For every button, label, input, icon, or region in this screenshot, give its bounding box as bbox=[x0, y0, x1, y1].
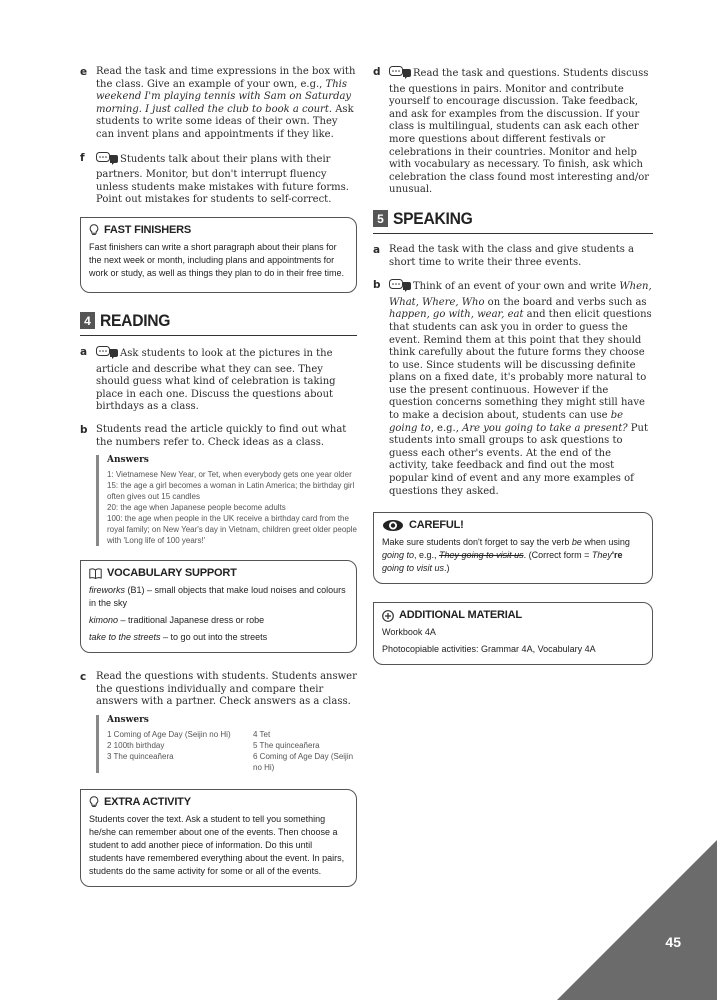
left-column bbox=[80, 66, 357, 905]
pair-work-icon bbox=[96, 152, 118, 170]
plus-circle-icon bbox=[382, 610, 394, 622]
book-icon bbox=[89, 568, 102, 579]
exercise-letter: e bbox=[80, 66, 88, 78]
exercise-e: e Read the task and time expressions in the box with the class. Give an example of your own, e.g., This weekend I'm playing tennis with Sam on Saturday morning. I just called the club to book a court. Ask students to write some ideas of their own. They can invent plans and appointments if they like. bbox=[80, 66, 356, 140]
extra-activity-box: EXTRA ACTIVITY Students cover the text. Ask a student to tell you something he/she can remember about one of the events. Then choose a student to add another piece of information. Do this until students have remembered everything about the event. In pairs, students do the same activity for some or all of the events. bbox=[80, 789, 357, 887]
exercise-letter: a bbox=[373, 243, 381, 256]
exercise-letter: d bbox=[373, 66, 381, 78]
exercise-a: a Read the task with the class and give students a short time to write their three events. bbox=[373, 243, 635, 268]
eye-icon bbox=[382, 519, 404, 532]
right-column bbox=[373, 66, 653, 683]
section-title: READING bbox=[100, 310, 171, 330]
exercise-c: c Read the questions with students. Students answer the questions individually and compare their answers with a partner. Check answers as a class. bbox=[80, 671, 357, 708]
box-title: EXTRA ACTIVITY bbox=[89, 796, 348, 809]
exercise-d: d Read the task and questions. Students discuss the questions in pairs. Monitor and contribute yourself to encourage discussion. Take feedback, and ask for examples from the discussion. If your class is multilingual, students can ask each other more questions about different festivals or celebrations in their countries. Monitor and help with vocabulary as necessary. To finish, ask which celebration the class found most interesting and/or unusual. bbox=[373, 66, 650, 196]
section-speaking bbox=[373, 209, 653, 234]
page-number: 45 bbox=[665, 934, 681, 950]
answers-title: Answers bbox=[107, 714, 149, 725]
answer-item: 3 The quinceañera bbox=[107, 751, 174, 761]
pair-work-icon bbox=[389, 66, 411, 84]
section-number: 5 bbox=[373, 210, 388, 227]
pair-work-icon bbox=[96, 346, 118, 364]
lightbulb-icon bbox=[89, 224, 99, 236]
section-reading bbox=[80, 311, 357, 336]
vocab-item: fireworks (B1) – small objects that make loud noises and colours in the sky bbox=[89, 585, 346, 609]
exercise-letter: b bbox=[80, 423, 88, 436]
box-title: FAST FINISHERS bbox=[89, 224, 348, 237]
answer-item: 1 Coming of Age Day (Seijin no Hi) bbox=[107, 729, 231, 739]
answer-item: 6 Coming of Age Day (Seijin no Hi) bbox=[253, 751, 354, 772]
answer-item: 5 The quinceañera bbox=[253, 740, 320, 750]
lightbulb-icon bbox=[89, 796, 99, 808]
answers-block bbox=[96, 715, 357, 773]
answers-grid bbox=[107, 729, 357, 773]
box-title: VOCABULARY SUPPORT bbox=[89, 567, 348, 580]
exercise-b: b Students read the article quickly to find out what the numbers refer to. Check ideas as a class. bbox=[80, 423, 347, 448]
box-title: ADDITIONAL MATERIAL bbox=[382, 609, 644, 622]
page-corner-triangle bbox=[557, 840, 717, 1000]
answer-item: 4 Tet bbox=[253, 729, 271, 739]
answer-line: 15: the age a girl becomes a woman in Latin America; the birthday girl often gives out 15 candles bbox=[107, 481, 355, 502]
exercise-f: f Students talk about their plans with their partners. Monitor, but don't interrupt fluency unless students make mistakes with future forms. Point out mistakes for students to self-correct. bbox=[80, 151, 349, 206]
exercise-b: b Think of an event of your own and write When, What, Where, Who on the board and verbs such as happen, go with, wear, eat and then elicit questions that students can ask you in order to guess the event. Remind them at this point that they should think carefully about the future forms they choose to use. Since students will be discussing definite plans on a fixed date, it's probably more natural to use the present continuous. However if the question concerns something they might still have to make a decision about, students can use be going to, e.g., Are you going to take a present? Put students into small groups to ask questions to guess each other's events. At the end of the activity, take feedback and find out the most popular kind of event and any more examples of questions they asked. bbox=[373, 279, 652, 497]
vocab-item: kimono – traditional Japanese dress or robe bbox=[89, 615, 265, 626]
additional-material-box: ADDITIONAL MATERIAL Workbook 4A Photocopiable activities: Grammar 4A, Vocabulary 4A bbox=[373, 602, 653, 665]
exercise-letter: c bbox=[80, 671, 87, 684]
box-title: CAREFUL! bbox=[382, 519, 644, 532]
answer-line: 100: the age when people in the UK receive a birthday card from the royal family; on New Year's day in Vietnam, children greet older people with 'Long life of 100 years!' bbox=[107, 514, 357, 546]
exercise-a: a Ask students to look at the pictures in the article and describe what they can see. They should guess what kind of celebration is taking place in each one. Discuss the questions about birthdays as a class. bbox=[80, 345, 336, 413]
exercise-letter: b bbox=[373, 279, 381, 292]
section-title: SPEAKING bbox=[393, 208, 473, 228]
exercise-letter: a bbox=[80, 345, 88, 358]
answer-line: 1: Vietnamese New Year, or Tet, when everybody gets one year older bbox=[107, 470, 352, 480]
answers-block bbox=[96, 455, 357, 546]
answers-title: Answers bbox=[107, 455, 149, 466]
section-number: 4 bbox=[80, 312, 95, 329]
careful-text: Make sure students don't forget to say the verb be when using going to, e.g., They going to visit us. (Correct form = They're going to visit us.) bbox=[382, 537, 630, 574]
vocab-item: take to the streets – to go out into the streets bbox=[89, 632, 268, 643]
pair-work-icon bbox=[389, 279, 411, 297]
exercise-letter: f bbox=[80, 151, 85, 164]
answer-item: 2 100th birthday bbox=[107, 740, 165, 750]
careful-box bbox=[373, 512, 653, 584]
answer-line: 20: the age when Japanese people become adults bbox=[107, 503, 286, 513]
fast-finishers-box: FAST FINISHERS Fast finishers can write a short paragraph about their plans for the next week or month, including plans and appointments for work or study, as well as things they plan to do in their free time. bbox=[80, 217, 357, 293]
vocabulary-support-box bbox=[80, 560, 357, 653]
